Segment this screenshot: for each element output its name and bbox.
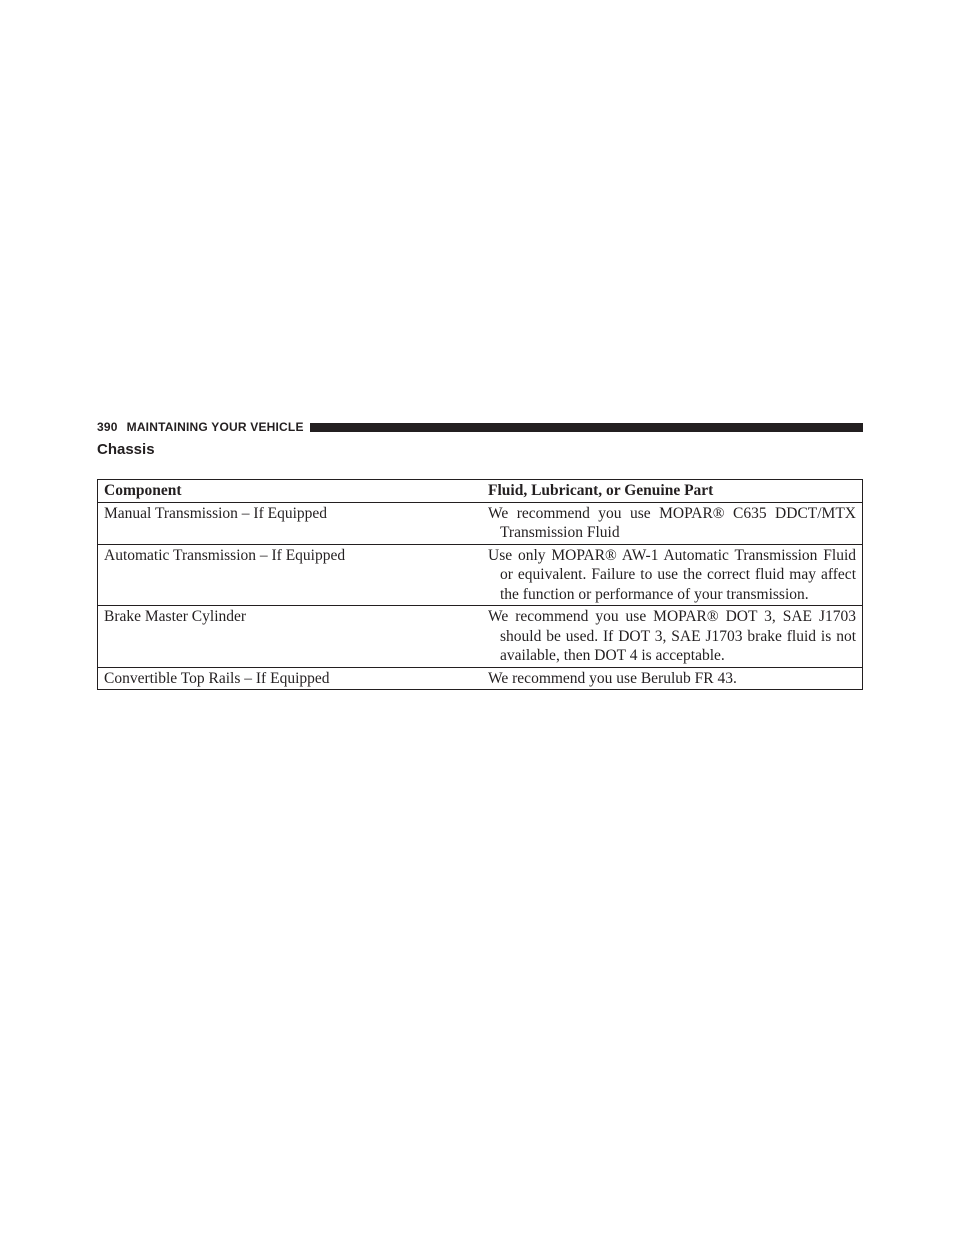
section-heading: Chassis [97,441,155,458]
column-header-fluid: Fluid, Lubricant, or Genuine Part [482,480,863,503]
fluid-text: We recommend you use MOPAR® C635 DDCT/MTX Transmission Fluid [488,504,856,541]
chapter-title: MAINTAINING YOUR VEHICLE [126,420,304,434]
component-cell: Brake Master Cylinder [98,606,483,668]
fluid-text: Use only MOPAR® AW-1 Automatic Transmission Fluid or equivalent. Failure to use the correct fluid may affect the function or performance of your transmission. [488,546,856,603]
table-row [98,502,863,544]
table-row [98,667,863,690]
table-header-row [98,480,863,503]
table-row [98,606,863,668]
column-header-component: Component [98,480,483,503]
component-cell: Manual Transmission – If Equipped [98,502,483,544]
component-cell: Automatic Transmission – If Equipped [98,544,483,606]
page-header [97,419,863,435]
fluid-text: We recommend you use MOPAR® DOT 3, SAE J1703 should be used. If DOT 3, SAE J1703 brake fluid is not available, then DOT 4 is acceptable. [488,608,856,664]
fluid-cell [482,502,863,544]
chassis-fluids-table [97,479,863,690]
fluid-text: We recommend you use Berulub FR 43. [488,669,737,687]
page-number: 390 [97,420,118,434]
header-rule [310,423,863,432]
fluid-cell [482,667,863,690]
component-cell: Convertible Top Rails – If Equipped [98,667,483,690]
table-row [98,544,863,606]
fluid-cell [482,544,863,606]
fluid-cell [482,606,863,668]
